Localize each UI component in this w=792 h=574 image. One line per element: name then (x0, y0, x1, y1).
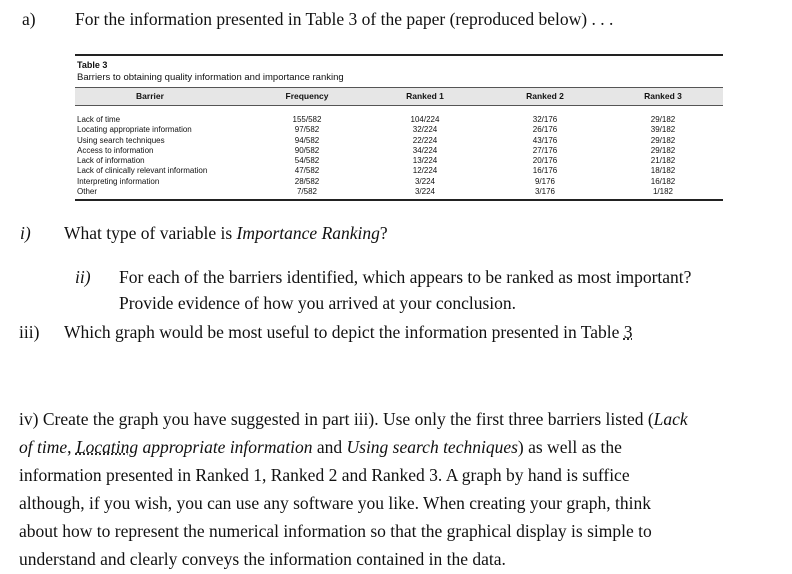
question-iii-body: Which graph would be most useful to depict the information presented in Table (64, 322, 624, 342)
table-cell: Lack of clinically relevant information (77, 166, 208, 176)
question-i-marker: i) (20, 223, 31, 243)
question-i-post: ? (379, 223, 388, 243)
header-ranked-1: Ranked 1 (406, 91, 444, 101)
question-iv-line2 (19, 436, 622, 458)
table-cell: 18/182 (650, 166, 676, 176)
table-cell: 21/182 (650, 156, 676, 166)
table-cell: 1/182 (652, 187, 674, 197)
table-cell: Lack of information (77, 156, 145, 166)
table-cell: 26/176 (532, 125, 558, 135)
header-ranked-3: Ranked 3 (644, 91, 682, 101)
ranked-2-column (515, 115, 575, 197)
header-barrier: Barrier (136, 91, 164, 101)
table-cell: 3/224 (414, 176, 436, 186)
question-iv-line5: about how to represent the numerical information so that the graphical display is simple to (19, 521, 652, 541)
part-a-marker: a) (22, 9, 36, 29)
table-caption: Table 3 (77, 60, 108, 70)
table-cell: Locating appropriate information (77, 125, 192, 135)
question-iv-barrier-2-rest: appropriate information (138, 437, 313, 457)
frequency-column (277, 115, 337, 197)
ranked-1-column (395, 115, 455, 197)
table-cell: 97/582 (294, 125, 320, 135)
table-cell: 104/224 (410, 115, 440, 124)
question-iv-l2-post: ) as well as the (517, 437, 622, 457)
table-subtitle: Barriers to obtaining quality information and importance ranking (77, 72, 344, 83)
question-iv-l1-em: Lack (653, 409, 688, 429)
table-cell: 43/176 (532, 135, 558, 145)
question-iii-marker: iii) (19, 322, 40, 342)
table-cell: 16/176 (532, 166, 558, 176)
table-cell: 47/582 (294, 166, 320, 176)
question-ii-line1: For each of the barriers identified, which appears to be ranked as most important? (119, 267, 692, 287)
table-cell: 3/176 (534, 187, 556, 197)
barrier-column (77, 115, 267, 197)
table-cell: 54/582 (294, 156, 320, 166)
table-cell: 29/182 (650, 145, 676, 155)
table-cell: 20/176 (532, 156, 558, 166)
question-iv-barrier-1: of time (19, 437, 68, 457)
ranked-3-column (633, 115, 693, 197)
header-frequency: Frequency (285, 91, 329, 101)
table-cell: Lack of time (77, 115, 121, 124)
table-cell: 7/582 (296, 187, 318, 197)
question-iv-barrier-2-underlined: Locating (75, 437, 139, 457)
question-iii-table-number: 3 (623, 322, 633, 342)
question-ii-line2: Provide evidence of how you arrived at your conclusion. (119, 293, 517, 313)
table-top-rule (75, 54, 723, 56)
table-cell: 9/176 (534, 176, 556, 186)
table-cell: 28/582 (294, 176, 320, 186)
question-iv-l1-pre: iv) Create the graph you have suggested in part iii). Use only the first three barriers listed ( (19, 409, 654, 429)
table-cell: 29/182 (650, 135, 676, 145)
question-iv-line6: understand and clearly conveys the information contained in the data. (19, 549, 506, 569)
question-iv-barrier-3: Using search techniques (346, 437, 518, 457)
table-cell: 12/224 (412, 166, 438, 176)
question-iv-barrier-2 (76, 437, 313, 457)
table-cell: 3/224 (414, 187, 436, 197)
table-bottom-rule (75, 199, 723, 201)
part-a-intro: For the information presented in Table 3 of the paper (reproduced below) . . . (75, 9, 614, 29)
question-iii-text (64, 321, 633, 343)
table-cell: 90/582 (294, 145, 320, 155)
table-cell: 29/182 (650, 115, 676, 124)
question-iv-line1 (19, 408, 688, 430)
question-ii-marker: ii) (75, 267, 91, 287)
table-cell: 39/182 (650, 125, 676, 135)
table-cell: 22/224 (412, 135, 438, 145)
question-iv-sep: , (67, 437, 76, 457)
table-cell: 32/176 (532, 115, 558, 124)
table-cell: 27/176 (532, 145, 558, 155)
question-i-text (64, 222, 388, 244)
table-cell: 13/224 (412, 156, 438, 166)
table-cell: Using search techniques (77, 135, 165, 145)
table-cell: 32/224 (412, 125, 438, 135)
table-cell: 16/182 (650, 176, 676, 186)
table-cell: 155/582 (292, 115, 322, 124)
header-ranked-2: Ranked 2 (526, 91, 564, 101)
table-cell: Other (77, 187, 98, 197)
question-iv-line3: information presented in Ranked 1, Ranked 2 and Ranked 3. A graph by hand is suffice (19, 465, 630, 485)
table-header-row (75, 87, 723, 106)
table-cell: Interpreting information (77, 176, 160, 186)
question-iv-and: and (312, 437, 347, 457)
table-cell: 94/582 (294, 135, 320, 145)
question-iv-line4: although, if you wish, you can use any software you like. When creating your graph, think (19, 493, 651, 513)
question-i-pre: What type of variable is (64, 223, 237, 243)
table-cell: Access to information (77, 145, 154, 155)
question-i-emphasis: Importance Ranking (236, 223, 380, 243)
table-cell: 34/224 (412, 145, 438, 155)
